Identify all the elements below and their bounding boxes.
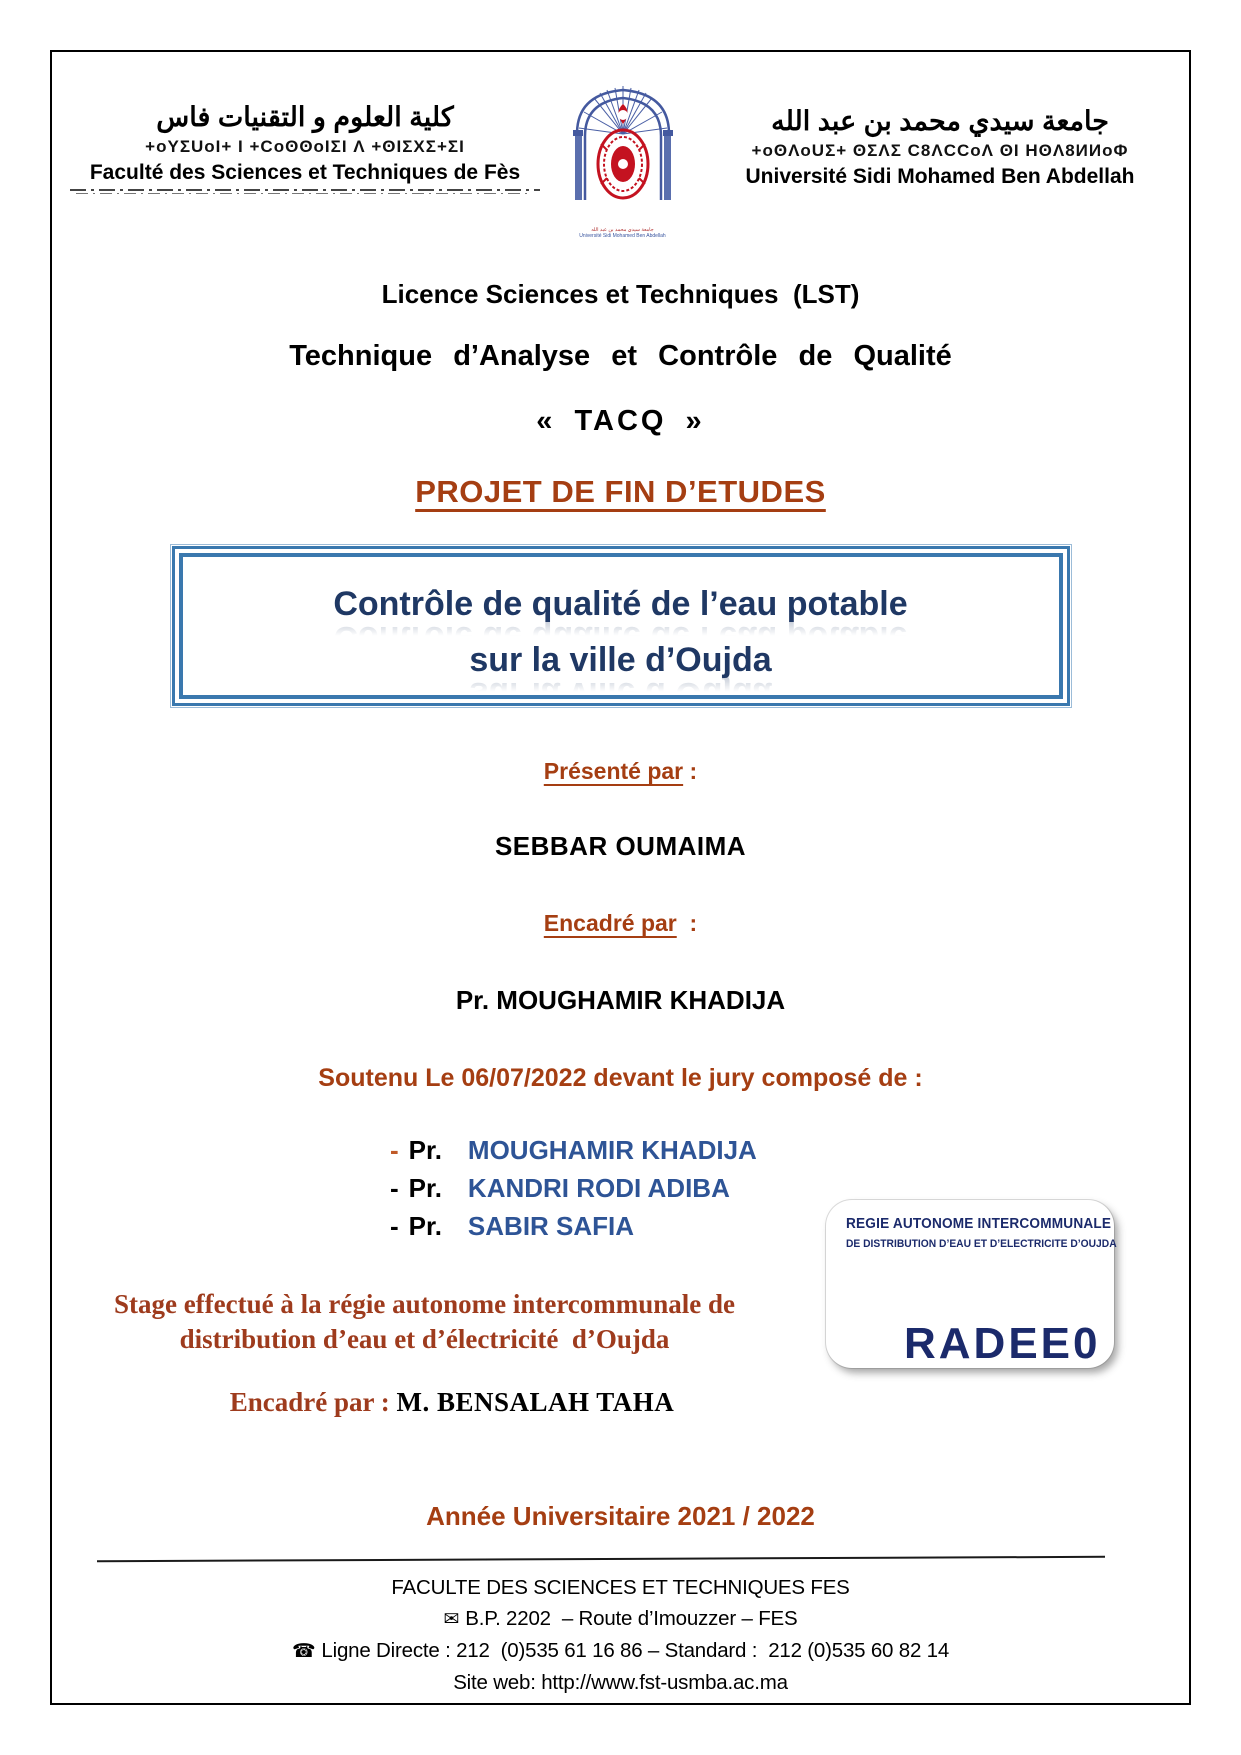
university-logo <box>553 82 693 239</box>
defense-line: Soutenu Le 06/07/2022 devant le jury composé de : <box>318 1064 923 1092</box>
website-link[interactable]: http://www.fst-usmba.ac.ma <box>541 1671 788 1694</box>
jury-member: - Pr. KANDRI RODI ADIBA <box>390 1173 730 1203</box>
footer-divider <box>97 1556 1105 1562</box>
footer <box>52 1572 1189 1698</box>
header-left-faculty <box>70 82 540 195</box>
header-right-university <box>705 82 1175 190</box>
radeeo-acronym: RADEE0 <box>904 1319 1101 1368</box>
radeeo-logo-card <box>826 1200 1117 1368</box>
program-line: Technique d’Analyse et Contrôle de Qualité <box>289 340 952 372</box>
supervised-by-label: Encadré par : <box>543 910 698 936</box>
mail-icon: ✉ <box>443 1609 460 1630</box>
jury-member: - Pr. SABIR SAFIA <box>390 1211 635 1241</box>
company-supervisor-name: M. BENSALAH TAHA <box>396 1387 675 1417</box>
internship-line: Stage effectué à la régie autonome intercommunale de distribution d’eau et d’électricité d’Oujda <box>113 1289 736 1354</box>
footer-faculty-line: FACULTE DES SCIENCES ET TECHNIQUES FES <box>391 1576 850 1599</box>
jury-member-name: SABIR SAFIA <box>467 1211 635 1241</box>
academic-year-line: Année Universitaire 2021 / 2022 <box>426 1501 815 1531</box>
report-title-line2: sur la ville d’Oujda <box>469 641 772 679</box>
title-box <box>170 544 1072 708</box>
university-name: Université Sidi Mohamed Ben Abdellah <box>745 165 1135 188</box>
report-title-line1: Contrôle de qualité de l’eau potable <box>333 585 908 623</box>
program-acronym: « TACQ » <box>536 405 705 437</box>
jury-member-name: KANDRI RODI ADIBA <box>467 1173 730 1203</box>
jury-dash: - <box>390 1173 399 1203</box>
university-arabic-text: جامعة سيدي محمد بن عبد الله <box>771 106 1109 136</box>
jury-dash: - <box>390 1211 399 1241</box>
faculty-name: Faculté des Sciences et Techniques de Fès <box>89 161 521 184</box>
footer-website-line: Site web: http://www.fst-usmba.ac.ma <box>453 1671 788 1694</box>
logo-caption <box>553 227 693 239</box>
faculty-arabic-text: كلية العلوم و التقنيات فاس <box>156 102 454 132</box>
report-heading: PROJET DE FIN D’ETUDES <box>415 474 826 509</box>
jury-member-name: MOUGHAMIR KHADIJA <box>467 1135 757 1165</box>
jury-member: - Pr. MOUGHAMIR KHADIJA <box>390 1135 757 1165</box>
logo-caption-latin: Université Sidi Mohamed Ben Abdellah <box>579 233 666 239</box>
degree-line: Licence Sciences et Techniques (LST) <box>381 279 860 309</box>
jury-dash: - <box>390 1135 399 1165</box>
company-supervisor-line: Encadré par : M. BENSALAH TAHA <box>229 1387 675 1417</box>
footer-address-line: ✉ B.P. 2202 – Route d’Imouzzer – FES <box>443 1607 798 1630</box>
header <box>52 52 1189 239</box>
presented-by-label: Présenté par : <box>543 758 698 784</box>
usmba-emblem-icon <box>567 82 679 222</box>
student-name: SEBBAR OUMAIMA <box>494 831 747 861</box>
radeeo-name-line1: REGIE AUTONOME INTERCOMMUNALE <box>846 1216 1112 1232</box>
jury-list <box>390 1131 757 1245</box>
radeeo-name-line2: DE DISTRIBUTION D’EAU ET D’ELECTRICITE D’OUJDA <box>846 1238 1117 1250</box>
phone-icon: ☎ <box>291 1641 316 1662</box>
supervisor-name: Pr. MOUGHAMIR KHADIJA <box>455 985 786 1015</box>
logo-caption-arabic: جامعة سيدي محمد بن عبد الله <box>591 227 654 233</box>
dash-dot-divider <box>70 189 540 195</box>
footer-phone-line: ☎ Ligne Directe : 212 (0)535 61 16 86 – Standard : 212 (0)535 60 82 14 <box>291 1639 950 1662</box>
faculty-tifinagh-text: +oYΣUoI+ I +CoʘʘoIΣI Λ +ʘIΣXΣ+ΣI <box>145 137 465 156</box>
university-tifinagh-text: +oʘΛoUΣ+ ʘΣΛΣ C8ΛCCoΛ ʘI ΗʘΛ8ИИoΦ <box>751 141 1129 160</box>
